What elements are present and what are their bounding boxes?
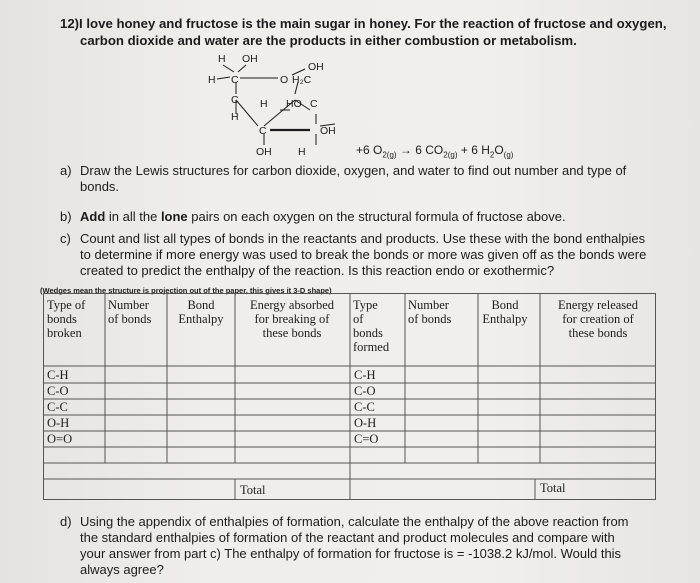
header-type-formed-line-3: bonds — [353, 326, 383, 340]
equation-co2-state: 2(g) — [443, 150, 458, 160]
header-type-broken-line-2: bonds — [47, 312, 77, 326]
question-a — [60, 163, 670, 195]
broken-bond-c-o: C-O — [47, 384, 69, 398]
header-energy-absorbed-line-1: Energy absorbed — [249, 298, 335, 312]
question-c-line-2: to determine if more energy was used to break the bonds or more was given off as the bonds were — [80, 247, 647, 262]
question-d-label: d) — [60, 514, 72, 529]
header-bond-enthalpy-formed — [475, 298, 535, 326]
question-c — [60, 231, 690, 279]
header-number-formed-line-1: Number — [408, 298, 449, 312]
header-type-broken-line-3: broken — [47, 326, 82, 340]
header-bond-formed-line-1: Bond — [491, 298, 519, 312]
broken-bond-o-o: O=O — [47, 432, 73, 446]
broken-bond-o-h: O-H — [47, 416, 70, 430]
header-type-broken — [47, 298, 85, 340]
header-type-broken-line-1: Type of — [47, 298, 86, 312]
header-number-formed-line-2: of bonds — [408, 312, 452, 326]
mol-label-h-ring: H — [260, 98, 268, 110]
header-energy-released-line-2: for creation of — [562, 312, 634, 326]
header-type-formed-line-4: formed — [353, 340, 390, 354]
equation-h2-sub: 2 — [489, 150, 495, 160]
mol-label-h2c: H₂C — [292, 74, 312, 86]
question-12 — [60, 15, 690, 49]
question-d — [60, 514, 690, 578]
mol-label-c-bottom: C — [259, 125, 267, 137]
header-type-formed — [353, 298, 389, 354]
bond-enthalpy-table — [43, 293, 656, 500]
question-b — [60, 209, 680, 225]
formed-bond-c-h: C-H — [354, 368, 376, 382]
mol-label-h-left: H — [208, 74, 216, 86]
header-energy-released — [543, 298, 653, 340]
total-absorbed-label: Total — [240, 483, 266, 497]
formed-bond-c-c: C-C — [354, 400, 375, 414]
mol-label-oh-bottom-right: OH — [320, 125, 336, 137]
wedge-note: (Wedges mean the structure is projection out of the paper, this gives it 3-D shape) — [40, 286, 332, 295]
question-d-line-2: the standard enthalpies of formation of the reactant and product molecules and compare with — [80, 530, 615, 545]
equation-o2: +6 O — [356, 143, 383, 157]
question-a-line-1: Draw the Lewis structures for carbon dioxide, oxygen, and water to find out number and type of — [80, 163, 627, 178]
question-a-label: a) — [60, 163, 72, 178]
header-energy-absorbed-line-2: for breaking of — [254, 312, 330, 326]
mol-label-c-right: C — [310, 98, 318, 110]
total-released-label: Total — [540, 481, 566, 495]
question-b-bold-lone: lone — [160, 209, 188, 224]
header-number-broken-line-1: Number — [108, 298, 149, 312]
formed-bond-c-o-double: C=O — [354, 432, 379, 446]
equation-co2: → 6 CO — [396, 143, 444, 157]
question-b-label: b) — [60, 209, 72, 224]
mol-label-h-lower: H — [231, 111, 239, 123]
question-b-mid: in all the — [105, 209, 161, 224]
reaction-equation — [356, 143, 513, 159]
question-12-line-2: carbon dioxide and water are the products in either combustion or metabolism. — [80, 33, 577, 48]
question-b-bold-add: Add — [80, 209, 106, 224]
header-bond-broken-line-2: Enthalpy — [178, 312, 224, 326]
header-bond-formed-line-2: Enthalpy — [482, 312, 528, 326]
equation-h2o-state: (g) — [503, 150, 514, 160]
mol-label-h-bottom: H — [298, 146, 306, 158]
header-energy-released-line-1: Energy released — [558, 298, 638, 312]
question-d-line-1: Using the appendix of enthalpies of formation, calculate the enthalpy of the above reaction from — [80, 514, 629, 529]
question-12-line-1: 12)I love honey and fructose is the main sugar in honey. For the reaction of fructose and oxygen, — [60, 16, 667, 31]
mol-label-o-ring: O — [280, 74, 289, 86]
mol-label-c-lower-left: C — [231, 94, 239, 106]
mol-label-oh-bottom: OH — [256, 146, 272, 158]
equation-o2-state: 2(g) — [382, 150, 397, 160]
equation-h2o: + 6 H — [457, 143, 490, 157]
question-d-line-4: always agree? — [80, 562, 164, 577]
mol-label-ho-ring: HO — [286, 98, 302, 110]
question-c-line-1: Count and list all types of bonds in the reactants and products. Use these with the bond enthalpies — [80, 231, 646, 246]
header-energy-absorbed-line-3: these bonds — [262, 326, 322, 340]
formed-bond-c-o: C-O — [354, 384, 376, 398]
header-type-formed-line-2: of — [353, 312, 364, 326]
equation-o: O — [494, 143, 504, 157]
question-c-line-3: created to predict the enthalpy of the reaction. Is this reaction endo or exothermic? — [80, 263, 555, 278]
broken-bond-c-h: C-H — [47, 368, 69, 382]
header-bond-enthalpy-broken — [171, 298, 231, 326]
header-energy-released-line-3: these bonds — [568, 326, 628, 340]
header-bond-broken-line-1: Bond — [187, 298, 215, 312]
header-number-broken-line-2: of bonds — [108, 312, 152, 326]
question-d-line-3: your answer from part c) The enthalpy of formation for fructose is = -1038.2 kJ/mol. Would this — [80, 546, 622, 561]
mol-label-h-top: H — [218, 53, 226, 65]
mol-label-oh-top: OH — [242, 53, 258, 65]
broken-bond-c-c: C-C — [47, 400, 68, 414]
formed-bond-o-h: O-H — [354, 416, 377, 430]
header-number-formed — [408, 298, 451, 326]
header-number-broken — [108, 298, 151, 326]
header-type-formed-line-1: Type — [353, 298, 378, 312]
mol-label-oh-right: OH — [308, 61, 324, 73]
question-a-line-2: bonds. — [80, 179, 120, 194]
question-b-text: pairs on each oxygen on the structural formula of fructose above. — [187, 209, 566, 224]
header-energy-absorbed — [238, 298, 346, 340]
mol-label-c-left: C — [231, 74, 239, 86]
question-c-label: c) — [60, 231, 71, 246]
